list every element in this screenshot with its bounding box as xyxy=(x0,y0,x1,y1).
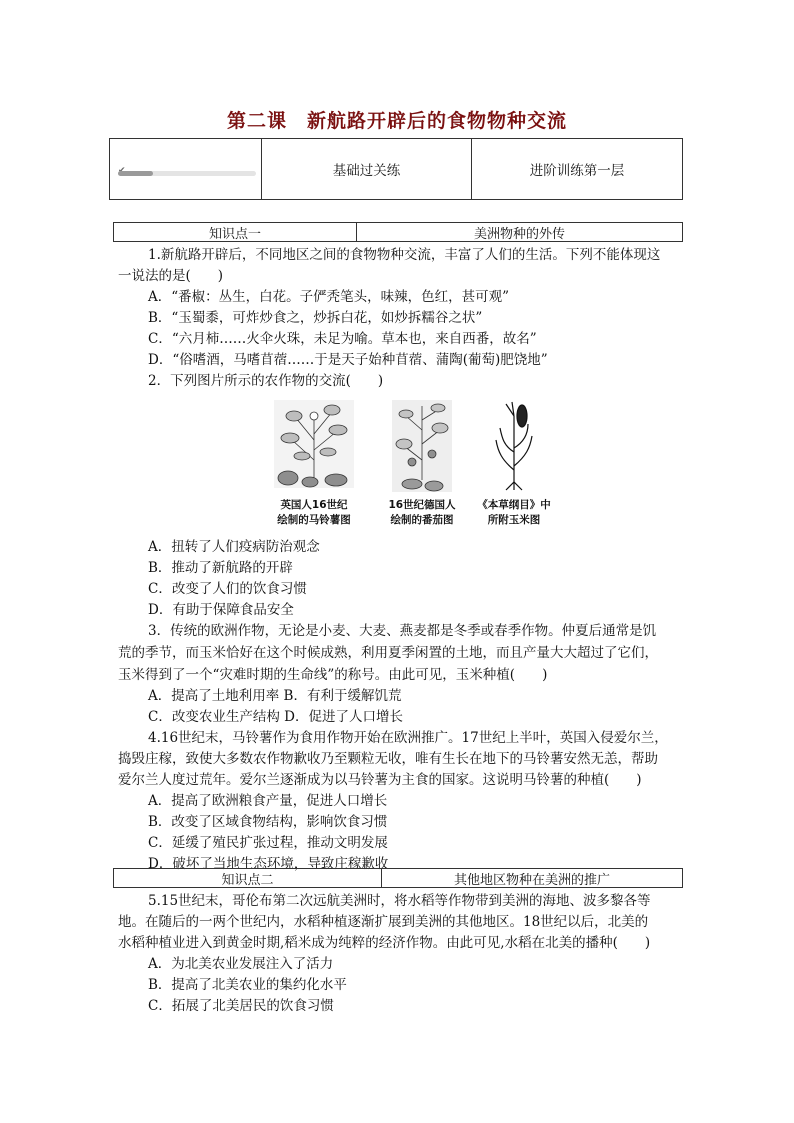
q3-stem-line1: 3．传统的欧洲作物，无论是小麦、大麦、燕麦都是冬季或春季作物。仲夏后通常是饥 xyxy=(148,623,657,639)
q1-stem-line2: 一说法的是( ) xyxy=(118,268,224,284)
fig2-caption-line2: 绘制的番茄图 xyxy=(390,514,454,526)
knowledge-point-topic: 其他地区物种在美洲的推广 xyxy=(453,872,610,888)
q4-option-a: A．提高了欧洲粮食产量，促进人口增长 xyxy=(148,793,388,809)
q4-stem-line3: 爱尔兰人度过荒年。爱尔兰逐渐成为以马铃薯为主食的国家。这说明马铃薯的种植( ) xyxy=(118,772,642,788)
q3-options-cd: C．改变农业生产结构 D．促进了人口增长 xyxy=(148,709,403,725)
q2-figures xyxy=(268,400,598,530)
q4-stem-line2: 捣毁庄稼，致使大多数农作物歉收乃至颗粒无收，唯有生长在地下的马铃薯安然无恙，帮助 xyxy=(118,751,658,767)
fig1-caption-line1: 英国人16世纪 xyxy=(280,499,348,511)
q5-stem-line3: 水稻种植业进入到黄金时期,稻米成为纯粹的经济作物。由此可见,水稻在北美的播种( ) xyxy=(118,935,651,951)
q1-option-c: C．“六月柿……火伞火珠，未足为喻。草本也，来自西番，故名” xyxy=(148,331,537,347)
q1-option-d: D．“俗嗜酒，马嗜苜蓿……于是天子始种苜蓿、蒲陶(葡萄)肥饶地” xyxy=(148,352,548,368)
q2-option-c: C．改变了人们的饮食习惯 xyxy=(148,581,307,597)
knowledge-point-label: 知识点二 xyxy=(114,869,382,887)
fig3-caption-line2: 所附玉米图 xyxy=(487,514,541,526)
q5-stem-line2: 地。在随后的一两个世纪内，水稻种植逐渐扩展到美洲的其他地区。18世纪以后，北美的 xyxy=(118,914,649,930)
q1-option-b: B．“玉蜀黍，可炸炒食之，炒拆白花，如炒拆糯谷之状” xyxy=(148,310,483,326)
knowledge-point-label: 知识点一 xyxy=(114,223,357,241)
fig2-caption-line1: 16世纪德国人 xyxy=(388,499,456,511)
fig2-caption xyxy=(376,498,468,528)
fig3-caption xyxy=(468,498,560,528)
header-table xyxy=(109,138,683,200)
knowledge-point-topic: 美洲物种的外传 xyxy=(473,226,565,242)
q2-option-d: D．有助于保障食品安全 xyxy=(148,602,294,618)
q4-option-c: C．延缓了殖民扩张过程，推动文明发展 xyxy=(148,835,388,851)
q2-option-b: B．推动了新航路的开辟 xyxy=(148,560,293,576)
fig1-caption xyxy=(268,498,360,528)
tomato-illustration xyxy=(392,400,452,492)
q1-stem-line1: 1.新航路开辟后，不同地区之间的食物物种交流，丰富了人们的生活。下列不能体现这 xyxy=(148,247,661,263)
q3-stem-line3: 玉米得到了一个“灾难时期的生命线”的称号。由此可见，玉米种植( ) xyxy=(118,667,548,683)
fig1-caption-line2: 绘制的马铃薯图 xyxy=(277,514,351,526)
level-advanced: 进阶训练第一层 xyxy=(529,163,625,179)
page-title: 第二课 新航路开辟后的食物物种交流 xyxy=(226,110,567,132)
progress-bar xyxy=(118,171,256,176)
q2-stem: 2．下列图片所示的农作物的交流( ) xyxy=(148,373,384,389)
q5-option-c: C．拓展了北美居民的饮食习惯 xyxy=(148,998,334,1014)
q4-option-d: D．破坏了当地生态环境，导致庄稼歉收 xyxy=(148,856,389,872)
potato-illustration xyxy=(274,400,354,488)
q3-stem-line2: 荒的季节，而玉米恰好在这个时候成熟，利用夏季闲置的土地，而且产量大大超过了它们， xyxy=(118,645,658,661)
q4-option-b: B．改变了区域食物结构，影响饮食习惯 xyxy=(148,814,388,830)
q1-option-a: A．“番椒：丛生，白花。子俨秃笔头，味辣，色红，甚可观” xyxy=(148,289,510,305)
q5-stem-line1: 5.15世纪末，哥伦布第二次远航美洲时，将水稻等作物带到美洲的海地、波多黎各等 xyxy=(148,893,651,909)
q3-options-ab: A．提高了土地利用率 B．有利于缓解饥荒 xyxy=(148,688,402,704)
q5-option-a: A．为北美农业发展注入了活力 xyxy=(148,956,334,972)
q5-option-b: B．提高了北美农业的集约化水平 xyxy=(148,977,347,993)
progress-cell xyxy=(110,139,262,199)
knowledge-point-bar-1 xyxy=(113,222,683,242)
fig3-caption-line1: 《本草纲目》中 xyxy=(477,499,551,511)
progress-bar-fill xyxy=(118,171,153,176)
knowledge-point-bar-2 xyxy=(113,868,683,888)
level-basic: 基础过关练 xyxy=(262,139,472,199)
corn-illustration xyxy=(492,400,536,492)
q2-option-a: A．扭转了人们疫病防治观念 xyxy=(148,539,320,555)
q4-stem-line1: 4.16世纪末，马铃薯作为食用作物开始在欧洲推广。17世纪上半叶，英国入侵爱尔兰， xyxy=(148,730,668,746)
